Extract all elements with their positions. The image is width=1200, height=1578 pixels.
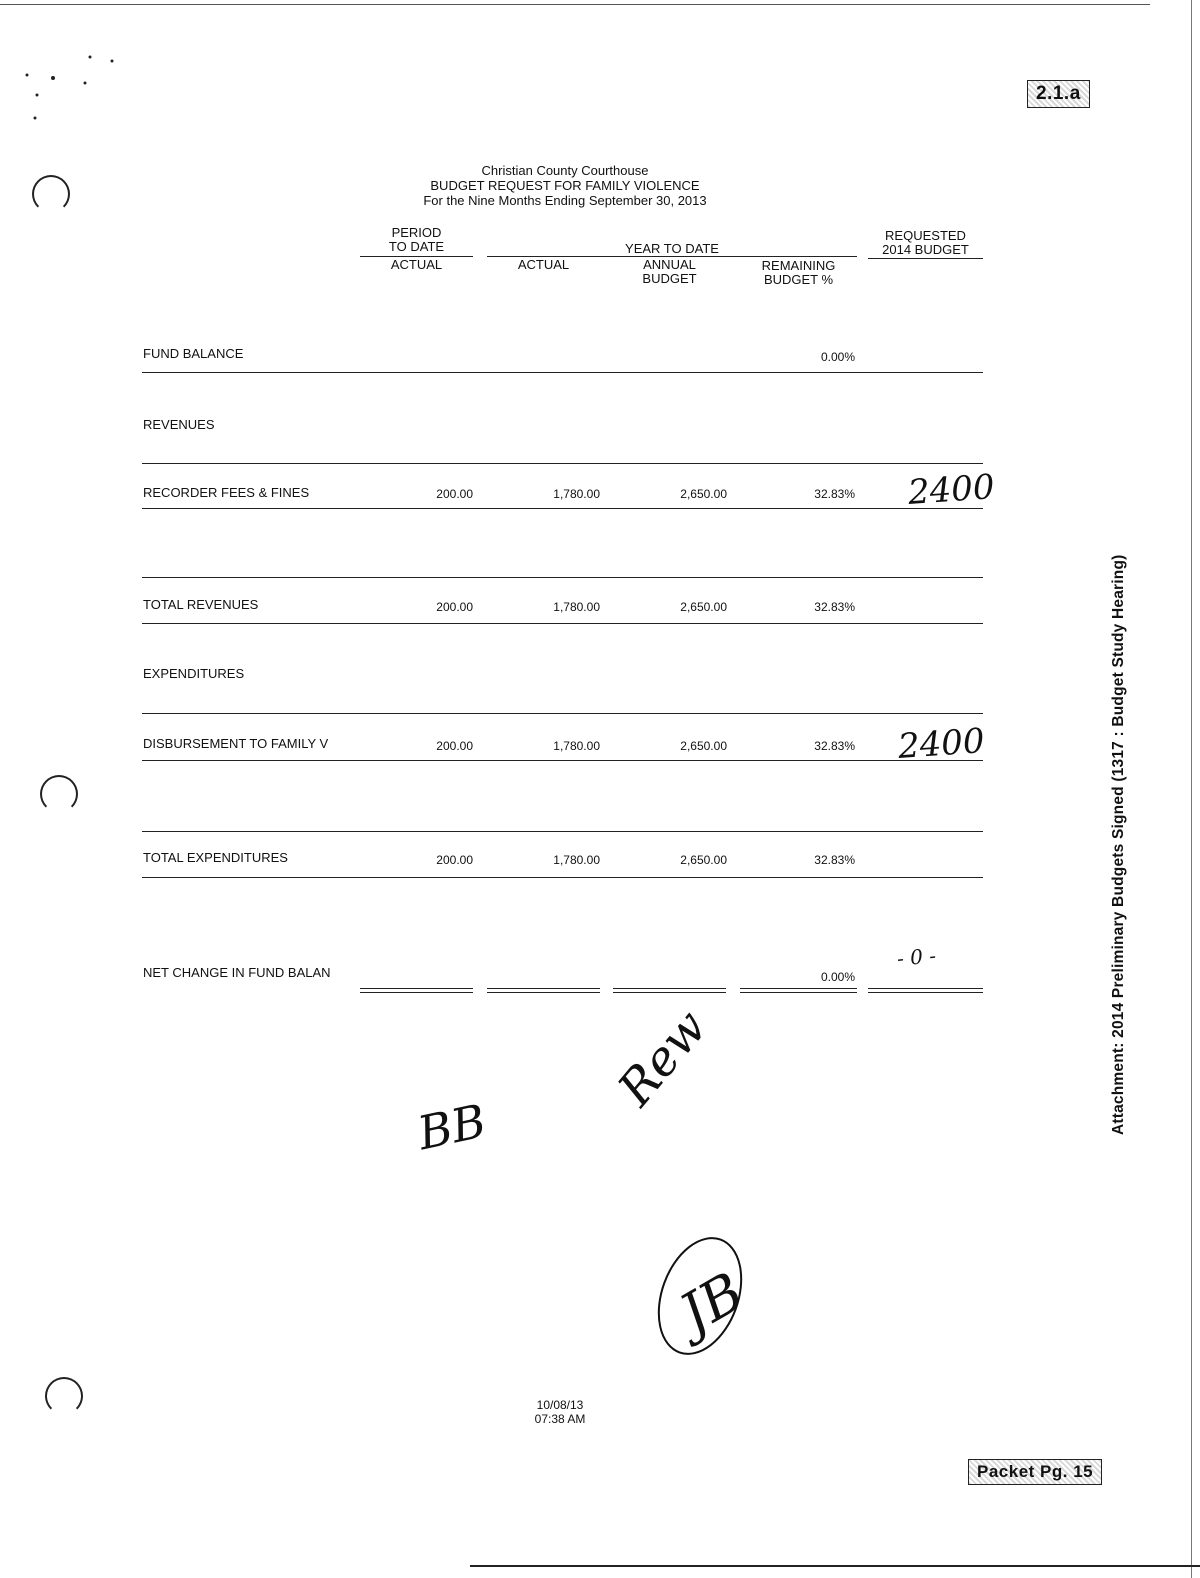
row-net-change-requested-handwritten: - 0 - [896,943,937,971]
row-net-change-label: NET CHANGE IN FUND BALAN [143,965,331,980]
report-title: BUDGET REQUEST FOR FAMILY VIOLENCE [430,178,700,193]
dbl-rule-requested [868,988,983,993]
svg-text:JB: JB [669,1260,754,1346]
row-recorder-annual: 2,650.00 [680,487,727,501]
rule-disbursement [142,760,983,761]
bottom-border [470,1565,1200,1567]
page-ref-badge: 2.1.a [1027,80,1090,108]
rule-fund-balance [142,372,983,373]
punch-hole-bottom [45,1377,83,1415]
row-recorder-pct: 32.83% [814,487,855,501]
right-edge [1191,0,1192,1578]
initials-bb-handwritten: BB [413,1093,491,1161]
col-requested-2014: REQUESTED 2014 BUDGET [882,228,969,257]
row-total-expenditures-period: 200.00 [436,853,473,867]
row-disbursement-label: DISBURSEMENT TO FAMILY V [143,736,329,751]
row-total-revenues-period: 200.00 [436,600,473,614]
row-recorder-actual: 1,780.00 [553,487,600,501]
dbl-rule-period [360,988,473,993]
report-period: For the Nine Months Ending September 30, 2013 [423,193,707,208]
row-disbursement-actual: 1,780.00 [553,739,600,753]
row-total-revenues-pct: 32.83% [814,600,855,614]
punch-hole-top [32,175,70,213]
col-remaining-budget: REMAINING BUDGET % [761,258,836,287]
row-recorder-requested-handwritten: 2400 [906,467,996,513]
top-border [0,4,1150,5]
row-fund-balance-label: FUND BALANCE [143,346,244,361]
row-total-revenues-annual: 2,650.00 [680,600,727,614]
punch-hole-middle [40,775,78,813]
initials-rew-handwritten: Rew [607,999,719,1117]
col-ytd-actual: ACTUAL [517,257,570,272]
row-fund-balance-pct: 0.00% [820,350,855,364]
section-revenues-label: REVENUES [143,417,215,432]
col-period-actual: ACTUAL [390,257,443,272]
row-recorder-period: 200.00 [436,487,473,501]
rule-recorder [142,508,983,509]
row-total-expenditures-actual: 1,780.00 [553,853,600,867]
packet-page-badge: Packet Pg. 15 [968,1459,1102,1485]
rule-expenditures-subtotal [142,831,983,832]
rule-revenues-subtotal [142,577,983,578]
row-disbursement-period: 200.00 [436,739,473,753]
row-recorder-label: RECORDER FEES & FINES [143,485,310,500]
row-total-expenditures-annual: 2,650.00 [680,853,727,867]
rule-total-expenditures [142,877,983,878]
scan-specks [15,45,125,125]
print-timestamp [500,1398,620,1426]
rule-revenues [142,463,983,464]
row-total-revenues-actual: 1,780.00 [553,600,600,614]
rule-total-revenues [142,623,983,624]
row-disbursement-requested-handwritten: 2400 [896,721,986,767]
row-disbursement-pct: 32.83% [814,739,855,753]
section-expenditures-label: EXPENDITURES [143,666,245,681]
dbl-rule-actual [487,988,600,993]
row-disbursement-annual: 2,650.00 [680,739,727,753]
row-total-revenues-label: TOTAL REVENUES [143,597,259,612]
row-net-change-pct: 0.00% [820,970,855,984]
print-time: 07:38 AM [534,1412,586,1426]
dbl-rule-annual [613,988,726,993]
row-total-expenditures-label: TOTAL EXPENDITURES [143,850,288,865]
dbl-rule-remaining [740,988,857,993]
col-year-to-date: YEAR TO DATE [625,241,719,256]
rule-expenditures [142,713,983,714]
print-date: 10/08/13 [536,1398,584,1412]
col-requested-rule [868,258,983,259]
county-name: Christian County Courthouse [481,163,649,178]
attachment-side-label: Attachment: 2014 Preliminary Budgets Signed (1317 : Budget Study Hearing) [1110,554,1127,1135]
row-total-expenditures-pct: 32.83% [814,853,855,867]
col-annual-budget: ANNUAL BUDGET [642,257,697,286]
report-header [300,163,830,208]
initials-jb-circled-signature [648,1228,758,1368]
col-period-to-date: PERIOD TO DATE [388,225,445,254]
